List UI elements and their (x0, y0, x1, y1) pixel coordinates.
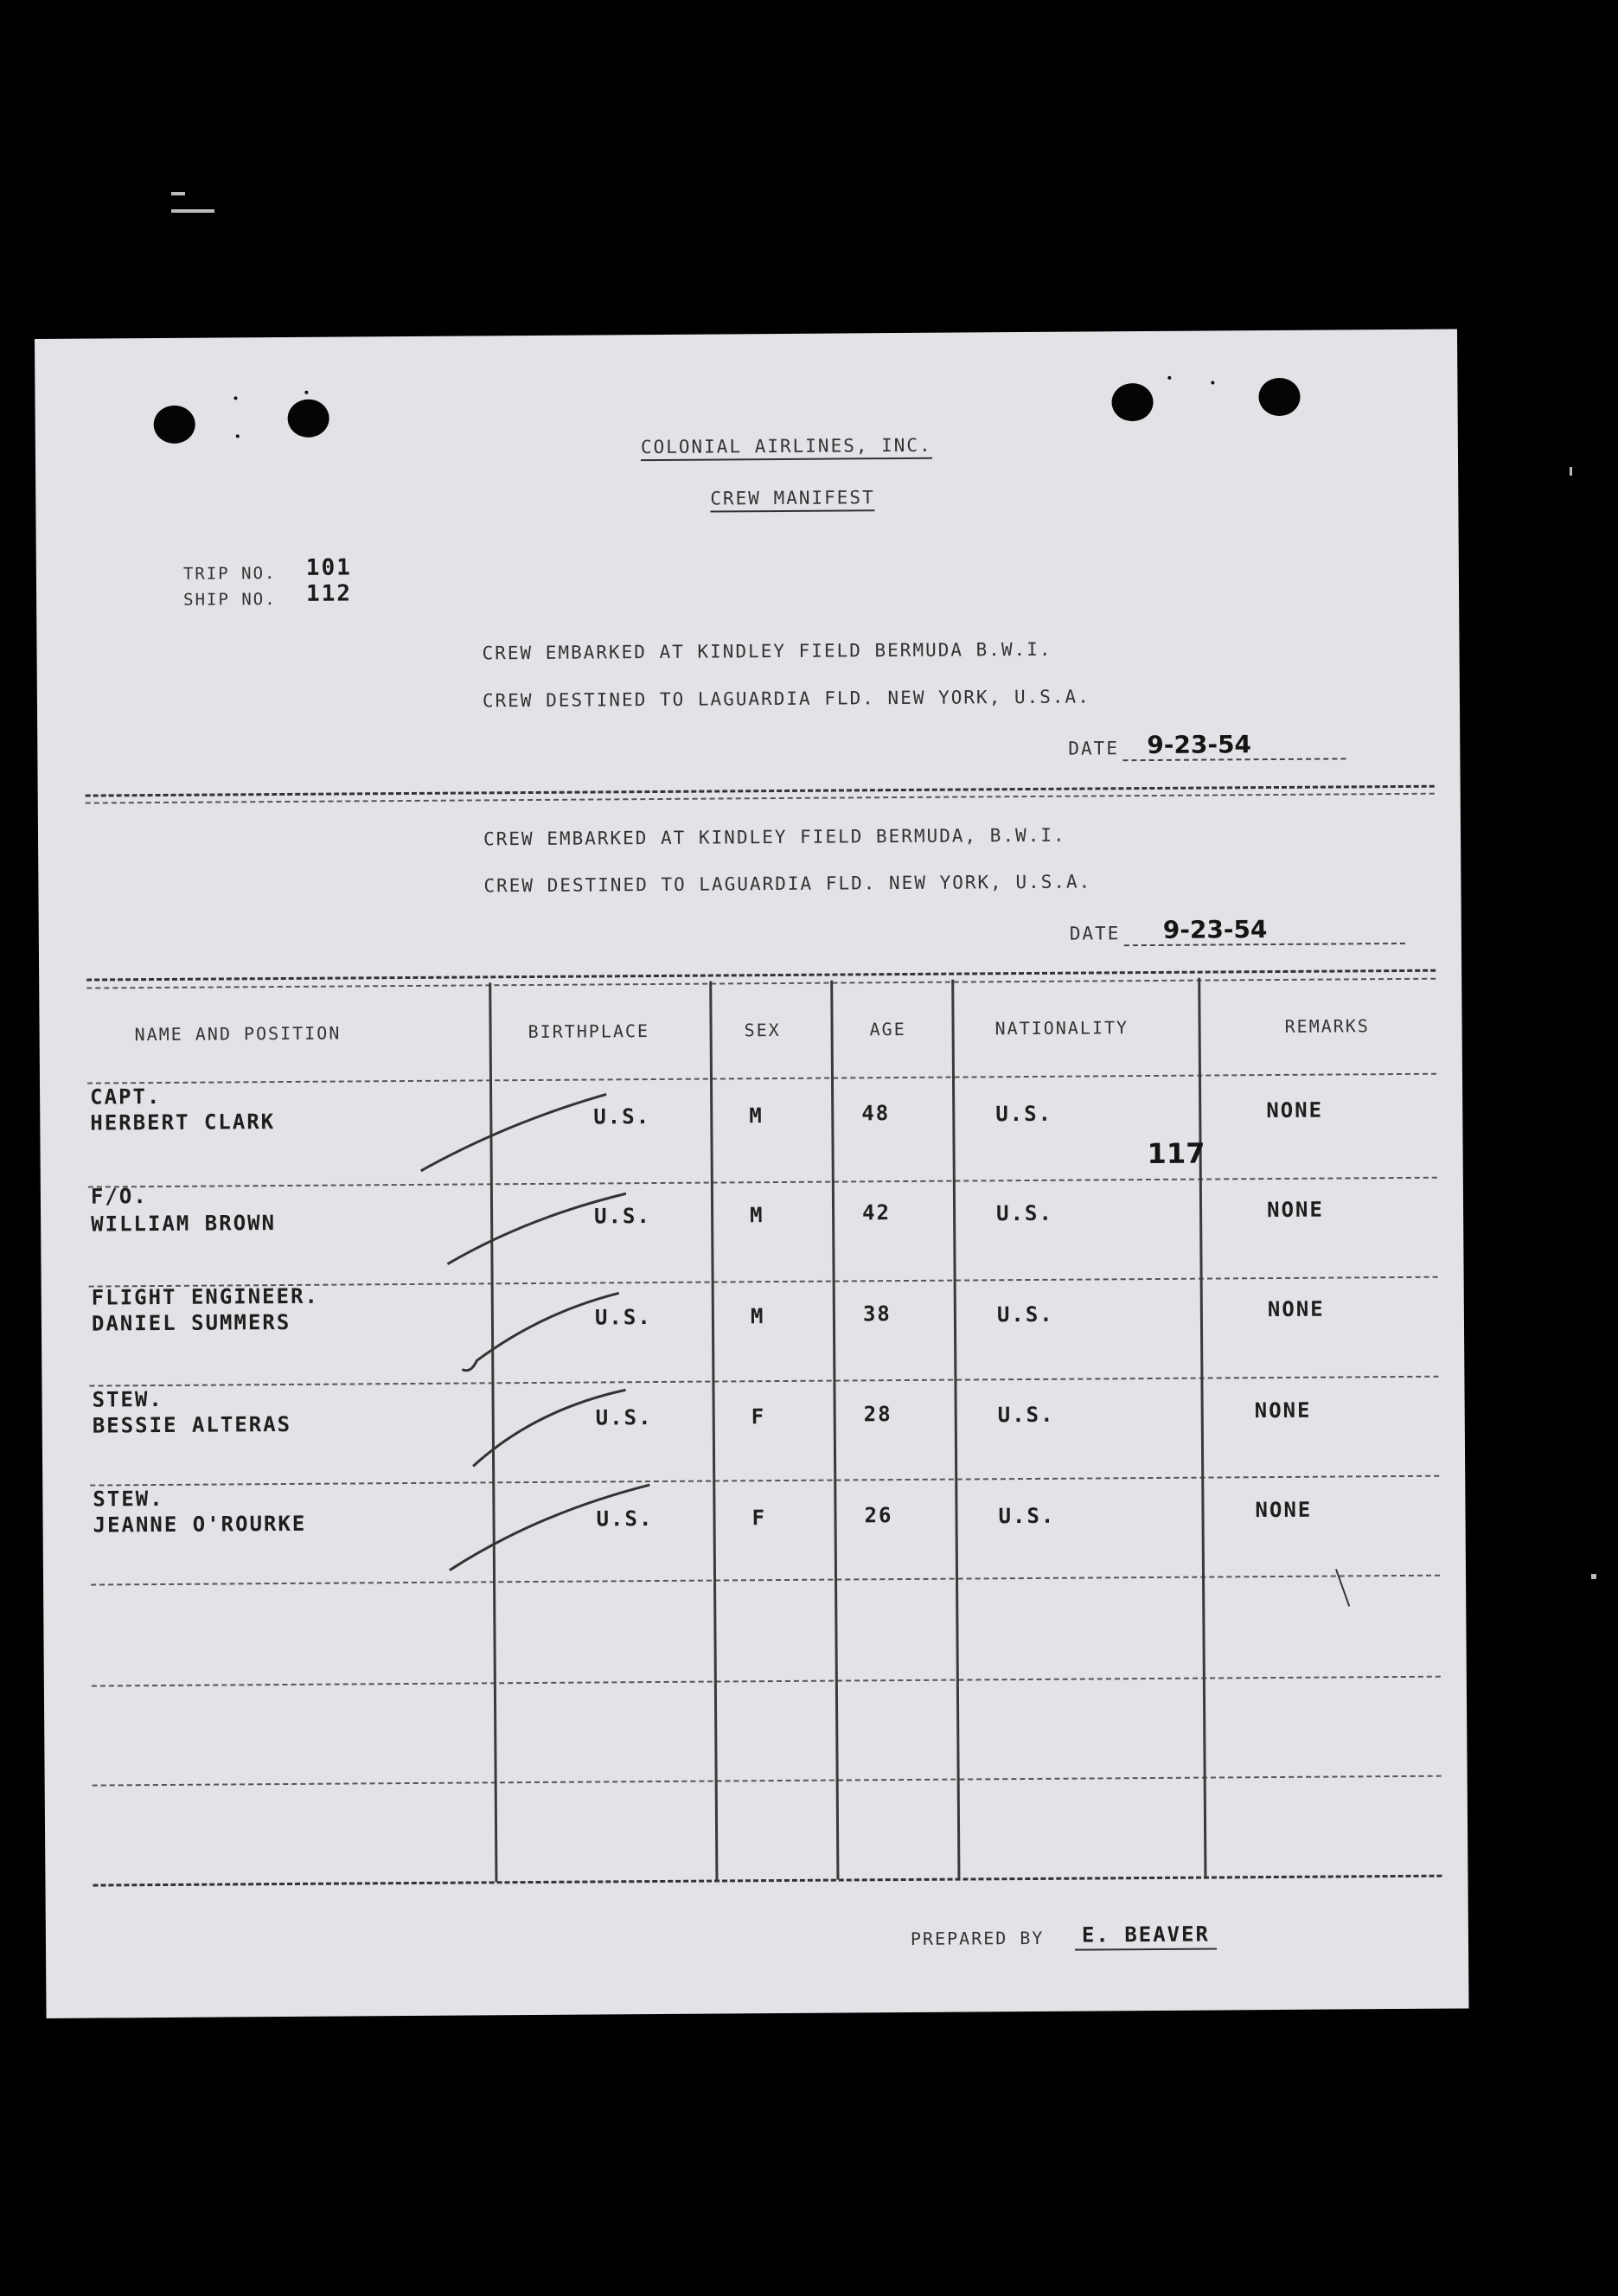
crew-nationality: U.S. (998, 1503, 1056, 1529)
check-mark (442, 1478, 659, 1583)
date-value-2: 9-23-54 (1124, 914, 1405, 946)
column-divider (1198, 978, 1206, 1877)
crew-birthplace: U.S. (595, 1405, 653, 1430)
handwritten-annotation: 117 (1147, 1136, 1206, 1171)
stray-mark (1332, 1566, 1358, 1609)
prepared-by-label: PREPARED BY (910, 1927, 1045, 1949)
speck (1167, 376, 1171, 380)
crew-birthplace: U.S. (594, 1204, 651, 1229)
crew-name: JEANNE O'ROURKE (93, 1511, 307, 1538)
row-divider (92, 1676, 1441, 1687)
crew-remarks: NONE (1255, 1497, 1313, 1523)
date-label-2: DATE (1069, 923, 1121, 944)
punch-hole (154, 406, 195, 444)
crew-age: 38 (862, 1301, 892, 1327)
embarked-line-1: CREW EMBARKED AT KINDLEY FIELD BERMUDA B.W.I. (482, 638, 1052, 664)
crew-position: FLIGHT ENGINEER. (91, 1283, 320, 1310)
row-divider (93, 1775, 1442, 1787)
date-label-1: DATE (1068, 738, 1119, 759)
crew-name: HERBERT CLARK (90, 1110, 276, 1135)
crew-age: 26 (864, 1503, 893, 1528)
check-mark (465, 1383, 639, 1479)
column-divider (709, 982, 718, 1881)
header-bottom-rule (87, 1073, 1436, 1084)
column-divider (951, 980, 960, 1879)
column-divider (830, 981, 839, 1880)
punch-hole (1111, 383, 1153, 421)
crew-remarks: NONE (1267, 1296, 1325, 1322)
crew-position: STEW. (92, 1386, 163, 1412)
manifest-page (35, 329, 1469, 2018)
crew-position: CAPT. (90, 1084, 162, 1110)
crew-sex: F (751, 1404, 766, 1429)
edge-mark (1570, 467, 1572, 476)
speck (304, 391, 308, 394)
punch-hole (287, 400, 329, 438)
speck (1211, 381, 1214, 384)
crew-remarks: NONE (1266, 1197, 1324, 1223)
crew-nationality: U.S. (997, 1402, 1055, 1428)
crew-position: STEW. (93, 1486, 164, 1512)
column-header-birthplace: BIRTHPLACE (528, 1020, 650, 1043)
crew-age: 28 (863, 1402, 892, 1427)
crew-nationality: U.S. (995, 1101, 1053, 1127)
column-header-name: NAME AND POSITION (134, 1022, 342, 1046)
trip-number-label: TRIP NO. (182, 564, 277, 584)
prepared-by-name: E. BEAVER (1075, 1922, 1217, 1951)
crew-age: 42 (861, 1200, 892, 1225)
crew-sex: M (749, 1103, 764, 1129)
table-bottom-rule (93, 1875, 1442, 1887)
crew-nationality: U.S. (995, 1200, 1053, 1226)
crew-birthplace: U.S. (594, 1305, 652, 1330)
destined-line-2: CREW DESTINED TO LAGUARDIA FLD. NEW YORK, U.S.A. (483, 871, 1092, 897)
edge-mark (1591, 1574, 1596, 1579)
crew-position: F/O. (90, 1184, 148, 1209)
crew-nationality: U.S. (996, 1301, 1054, 1327)
date-field-2 (1124, 914, 1366, 946)
row-divider (90, 1475, 1439, 1487)
crew-birthplace: U.S. (596, 1506, 654, 1532)
crew-age: 48 (861, 1101, 891, 1126)
check-mark (412, 1087, 611, 1184)
crew-name: DANIEL SUMMERS (91, 1309, 291, 1336)
trip-number: 101 (305, 554, 352, 581)
crew-remarks: NONE (1254, 1397, 1312, 1423)
punch-hole (1258, 378, 1300, 416)
speck (233, 396, 237, 400)
document-title: CREW MANIFEST (710, 487, 875, 512)
crew-remarks: NONE (1266, 1097, 1324, 1123)
date-field-1 (1122, 730, 1321, 762)
edge-mark (171, 192, 185, 195)
check-mark (440, 1186, 640, 1275)
column-header-nationality: NATIONALITY (994, 1017, 1129, 1039)
crew-sex: F (751, 1506, 767, 1531)
row-divider (88, 1177, 1437, 1188)
column-header-remarks: REMARKS (1284, 1015, 1370, 1037)
speck (236, 434, 240, 438)
crew-sex: M (749, 1203, 764, 1228)
ship-number: 112 (305, 580, 353, 607)
column-header-age: AGE (869, 1018, 906, 1040)
ship-number-label: SHIP NO. (183, 590, 277, 610)
column-header-remarks-clip (1285, 1015, 1382, 1040)
row-divider (89, 1376, 1438, 1387)
company-name: COLONIAL AIRLINES, INC. (641, 435, 932, 461)
check-mark (455, 1286, 629, 1382)
row-divider (91, 1575, 1440, 1586)
crew-name: WILLIAM BROWN (91, 1211, 277, 1237)
crew-sex: M (750, 1304, 765, 1329)
destined-line-1: CREW DESTINED TO LAGUARDIA FLD. NEW YORK, U.S.A. (482, 686, 1090, 712)
date-value-1: 9-23-54 (1122, 729, 1346, 761)
edge-mark (171, 209, 214, 213)
embarked-line-2: CREW EMBARKED AT KINDLEY FIELD BERMUDA, B.W.I. (483, 824, 1066, 850)
crew-name: BESSIE ALTERAS (92, 1411, 292, 1438)
column-header-sex: SEX (744, 1019, 781, 1041)
crew-birthplace: U.S. (593, 1104, 651, 1129)
